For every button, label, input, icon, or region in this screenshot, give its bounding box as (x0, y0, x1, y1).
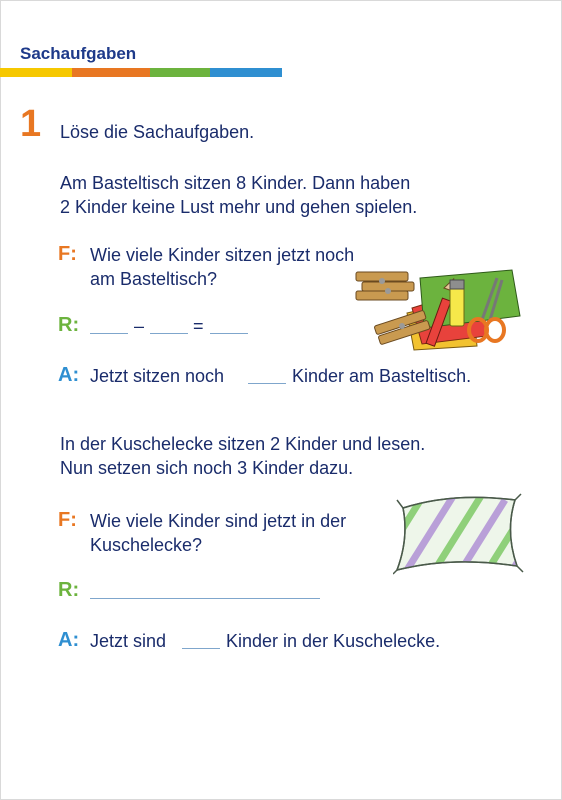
problem2-f-label: F: (58, 509, 77, 531)
page-title: Sachaufgaben (20, 44, 137, 63)
problem1-text-line1: Am Basteltisch sitzen 8 Kinder. Dann haben (60, 173, 411, 193)
problem1-answer-blank[interactable] (248, 383, 286, 384)
header-strip-orange (72, 68, 150, 77)
problem2-text-line1: In der Kuschelecke sitzen 2 Kinder und lesen. (60, 434, 426, 454)
header-strip-green (150, 68, 210, 77)
problem2-a-label: A: (58, 629, 80, 651)
pillow-icon (393, 490, 528, 575)
problem1-question-line2: am Basteltisch? (90, 269, 218, 289)
problem2-answer-after: Kinder in der Kuschelecke. (226, 631, 441, 651)
problem1-text-line2: 2 Kinder keine Lust mehr und gehen spielen. (60, 197, 418, 217)
header-strip-blue (210, 68, 282, 77)
task-instruction: Löse die Sachaufgaben. (60, 122, 255, 142)
problem2-question-line2: Kuschelecke? (90, 535, 203, 555)
minus-sign: – (134, 316, 145, 336)
problem2-answer-before: Jetzt sind (90, 631, 167, 651)
problem1-blank-1[interactable] (90, 333, 128, 334)
problem2-calculation-blank[interactable] (90, 598, 320, 599)
problem2-r-label: R: (58, 579, 80, 601)
header-strip-yellow (0, 68, 72, 77)
problem2-question-line1: Wie viele Kinder sind jetzt in der (90, 511, 347, 531)
problem2-answer-blank[interactable] (182, 648, 220, 649)
equals-sign: = (193, 316, 204, 336)
problem1-question-line1: Wie viele Kinder sitzen jetzt noch (90, 245, 355, 265)
problem1-f-label: F: (58, 243, 77, 265)
problem1-answer-before: Jetzt sitzen noch (90, 366, 225, 386)
problem1-blank-2[interactable] (150, 333, 188, 334)
task-number: 1 (20, 103, 42, 145)
problem2-text-line2: Nun setzen sich noch 3 Kinder dazu. (60, 458, 354, 478)
problem1-answer-after: Kinder am Basteltisch. (292, 366, 472, 386)
problem1-r-label: R: (58, 314, 80, 336)
craft-supplies-icon (352, 258, 527, 353)
problem1-a-label: A: (58, 364, 80, 386)
problem1-blank-result[interactable] (210, 333, 248, 334)
